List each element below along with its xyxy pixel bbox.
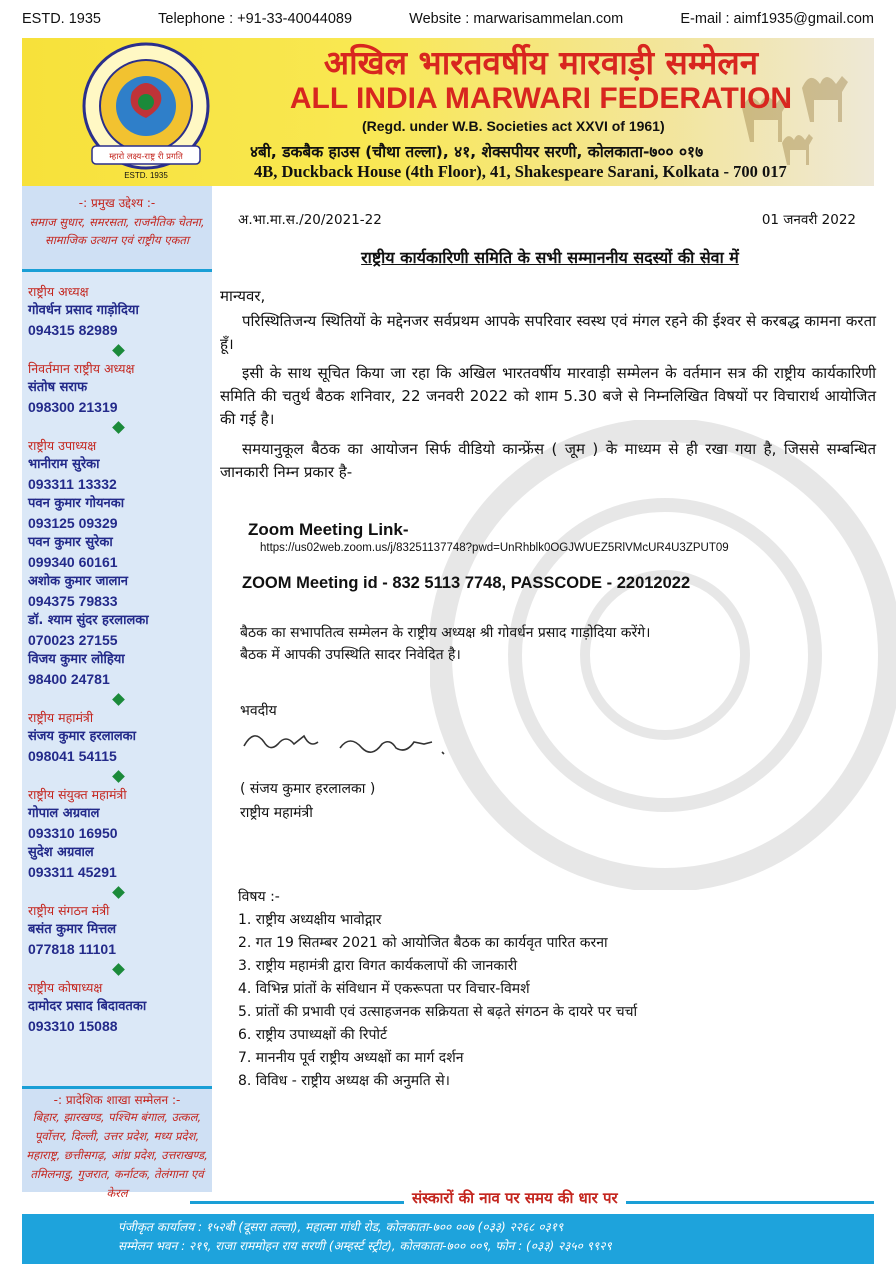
agenda-item: 3. राष्ट्रीय महामंत्री द्वारा विगत कार्यकलापों की जानकारी (238, 958, 518, 974)
agenda-item: 7. माननीय पूर्व राष्ट्रीय अध्यक्षों का मार्ग दर्शन (238, 1050, 464, 1066)
zoom-meeting-id: ZOOM Meeting id - 832 5113 7748, PASSCODE - 22012022 (242, 574, 691, 592)
office-bearer-phone: 098300 21319 (28, 399, 118, 415)
agenda-item: 5. प्रांतों की प्रभावी एवं उत्साहजनक सक्रियता से बढ़ते संगठन के दायरे पर चर्चा (238, 1004, 638, 1020)
office-bearer-name: विजय कुमार लोहिया (28, 652, 125, 667)
branches-heading: -: प्रादेशिक शाखा सम्मेलन :- (53, 1093, 181, 1107)
separator-diamond-icon (112, 963, 125, 976)
contact-bar (0, 0, 896, 38)
office-role: राष्ट्रीय कोषाध्यक्ष (28, 980, 103, 995)
objectives-text: समाज सुधार, समरसता, राजनैतिक चेतना, सामाजिक उत्थान एवं राष्ट्रीय एकता (29, 215, 205, 247)
paragraph-video-conference: समयानुकूल बैठक का आयोजन सिर्फ वीडियो कान्फ्रेंस ( जूम ) के माध्यम से ही रखा गया है, जिससे सम्बन्धित जानकारी निम्न प्रकार है- (220, 440, 876, 481)
slogan-text: संस्कारों की नाव पर समय की धार पर (404, 1188, 626, 1208)
office-bearer-phone: 094315 82989 (28, 322, 118, 338)
agenda-list (238, 909, 637, 1093)
office-bearer-name: भानीराम सुरेका (28, 457, 100, 472)
estd-text: ESTD. 1935 (22, 11, 101, 27)
office-group (28, 282, 208, 355)
letter-body (220, 186, 880, 1186)
office-group (28, 978, 208, 1036)
objectives-box (22, 186, 212, 272)
separator-diamond-icon (112, 344, 125, 357)
office-group (28, 785, 208, 897)
office-bearer-name: संतोष सराफ (28, 380, 88, 395)
office-role: राष्ट्रीय संयुक्त महामंत्री (28, 787, 127, 802)
paragraph-meeting-notice: इसी के साथ सूचित किया जा रहा कि अखिल भारतवर्षीय मारवाड़ी सम्मेलन के वर्तमान सत्र की राष्ट्रीय कार्यकारिणी समिति की चतुर्थ बैठक शनिवार, 22 जनवरी 2022 को शाम 5.30 बजे से निम्नलिखित विषयों पर विचारार्थ आयोजित की गई है। (220, 364, 876, 428)
office-bearer-phone: 077818 11101 (28, 941, 116, 957)
letter-subject: राष्ट्रीय कार्यकारिणी समिति के सभी सम्माननीय सदस्यों की सेवा में (361, 248, 739, 267)
office-bearer-name: पवन कुमार सुरेका (28, 535, 113, 550)
separator-diamond-icon (112, 770, 125, 783)
address-english: 4B, Duckback House (4th Floor), 41, Shakespeare Sarani, Kolkata - 700 017 (254, 162, 787, 181)
signatory-title: राष्ट्रीय महामंत्री (240, 805, 313, 821)
branches-box (22, 1086, 212, 1200)
office-bearer-phone: 093311 13332 (28, 476, 117, 492)
branches-text: बिहार, झारखण्ड, पश्चिम बंगाल, उत्कल, पूर्वोत्तर, दिल्ली, उत्तर प्रदेश, मध्य प्रदेश, महाराष्ट्र, छत्तीसगढ़, आंध्र प्रदेश, उत्तराखण्ड, तमिलनाडु, गुजरात, कर्नाटक, तेलंगाना एवं केरल (26, 1110, 208, 1200)
office-bearer-name: अशोक कुमार जालान (28, 574, 129, 589)
sammelan-bhavan-address: सम्मेलन भवन : २१९, राजा राममोहन राय सरणी (अम्हर्स्ट स्ट्रीट), कोलकाता-७०० ००९, फोन : (०३३) २३५० ९९२९ (118, 1239, 612, 1253)
zoom-meeting-link[interactable]: https://us02web.zoom.us/j/83251137748?pwd=UnRhblk0OGJWUEZ5RlVMcUR4U3ZPUT09 (260, 542, 729, 554)
footer-addresses (22, 1214, 874, 1264)
office-bearer-phone: 093311 45291 (28, 864, 117, 880)
presence-request-line: बैठक में आपकी उपस्थिति सादर निवेदित है। (240, 647, 461, 663)
office-role: राष्ट्रीय उपाध्यक्ष (28, 438, 97, 453)
registered-office-address: पंजीकृत कार्यालय : १५२बी (दूसरा तल्ला), महात्मा गांधी रोड, कोलकाता-७०० ००७ (०३३) २२६८ ०३१९ (118, 1220, 564, 1234)
office-bearer-phone: 98400 24781 (28, 671, 110, 687)
email-link[interactable]: E-mail : aimf1935@gmail.com (680, 11, 874, 27)
office-role: राष्ट्रीय संगठन मंत्री (28, 903, 110, 918)
agenda-heading: विषय :- (238, 889, 280, 905)
office-group (28, 436, 208, 704)
office-bearer-phone: 098041 54115 (28, 748, 117, 764)
paragraph-greeting: परिस्थितिजन्य स्थितियों के मद्देनजर सर्वप्रथम आपके सपरिवार स्वस्थ एवं मंगल रहने की ईश्वर से करबद्ध कामना करता हूँ। (220, 312, 876, 353)
separator-diamond-icon (112, 421, 125, 434)
telephone-text: Telephone : +91-33-40044089 (158, 11, 353, 27)
office-bearers-sidebar (22, 186, 212, 1200)
signatory-name: ( संजय कुमार हरलालका ) (240, 781, 376, 797)
office-bearer-name: दामोदर प्रसाद बिदावतका (28, 999, 147, 1014)
agenda-item: 1. राष्ट्रीय अध्यक्षीय भावोद्गार (238, 912, 382, 928)
office-role: राष्ट्रीय अध्यक्ष (28, 284, 89, 299)
office-role: निवर्तमान राष्ट्रीय अध्यक्ष (28, 361, 135, 376)
federation-title-hindi: अखिल भारतवर्षीय मारवाड़ी सम्मेलन (323, 43, 759, 82)
office-bearer-name: बसंत कुमार मित्तल (28, 922, 117, 937)
office-bearer-name: गोपाल अग्रवाल (28, 806, 100, 821)
svg-text:म्हारो लक्ष्य-राष्ट्र री प्रगत: म्हारो लक्ष्य-राष्ट्र री प्रगति (109, 152, 183, 162)
agenda-item: 4. विभिन्न प्रांतों के संविधान में एकरूपता पर विचार-विमर्श (238, 981, 530, 997)
address-hindi: ४बी, डकबैक हाउस (चौथा तल्ला), ४१, शेक्सपीयर सरणी, कोलकाता-७०० ०१७ (250, 143, 704, 161)
agenda-item: 2. गत 19 सितम्बर 2021 को आयोजित बैठक का कार्यवृत पारित करना (238, 935, 608, 951)
zoom-link-label: Zoom Meeting Link- (248, 520, 409, 539)
objectives-heading: -: प्रमुख उद्देश्य :- (78, 196, 156, 210)
office-bearer-name: सुदेश अग्रवाल (28, 845, 94, 860)
separator-diamond-icon (112, 886, 125, 899)
office-group (28, 359, 208, 432)
letterhead-banner (22, 38, 874, 186)
reference-number: अ.भा.मा.स./20/2021-22 (238, 212, 382, 228)
office-bearer-phone: 093310 16950 (28, 825, 118, 841)
federation-logo (80, 40, 212, 184)
website-link[interactable]: Website : marwarisammelan.com (409, 11, 624, 27)
office-bearer-phone: 093310 15088 (28, 1018, 118, 1034)
office-bearer-name: पवन कुमार गोयनका (28, 496, 125, 511)
chairmanship-line: बैठक का सभापतित्व सम्मेलन के राष्ट्रीय अध्यक्ष श्री गोवर्धन प्रसाद गाड़ोदिया करेंगे। (240, 625, 651, 641)
handwritten-signature (240, 726, 470, 762)
separator-diamond-icon (112, 693, 125, 706)
agenda-section (238, 886, 637, 1093)
office-bearer-name: गोवर्धन प्रसाद गाड़ोदिया (28, 303, 139, 318)
office-bearers-list (28, 278, 208, 1040)
closing-text: भवदीय (240, 703, 277, 719)
letter-date: 01 जनवरी 2022 (761, 212, 856, 228)
office-group (28, 901, 208, 974)
agenda-item: 6. राष्ट्रीय उपाध्यक्षों की रिपोर्ट (238, 1027, 388, 1043)
office-bearer-phone: 099340 60161 (28, 554, 118, 570)
office-role: राष्ट्रीय महामंत्री (28, 710, 94, 725)
salutation: मान्यवर, (220, 287, 266, 305)
federation-title-english: ALL INDIA MARWARI FEDERATION (289, 82, 793, 115)
svg-text:ESTD. 1935: ESTD. 1935 (124, 171, 168, 180)
registration-text: (Regd. under W.B. Societies act XXVI of 1961) (362, 118, 665, 134)
office-bearer-name: डॉ. श्याम सुंदर हरलालका (28, 613, 149, 628)
office-bearer-name: संजय कुमार हरलालका (28, 729, 137, 744)
office-group (28, 708, 208, 781)
office-bearer-phone: 093125 09329 (28, 515, 118, 531)
agenda-item: 8. विविध - राष्ट्रीय अध्यक्ष की अनुमति से। (238, 1073, 450, 1089)
office-bearer-phone: 070023 27155 (28, 632, 118, 648)
office-bearer-phone: 094375 79833 (28, 593, 118, 609)
